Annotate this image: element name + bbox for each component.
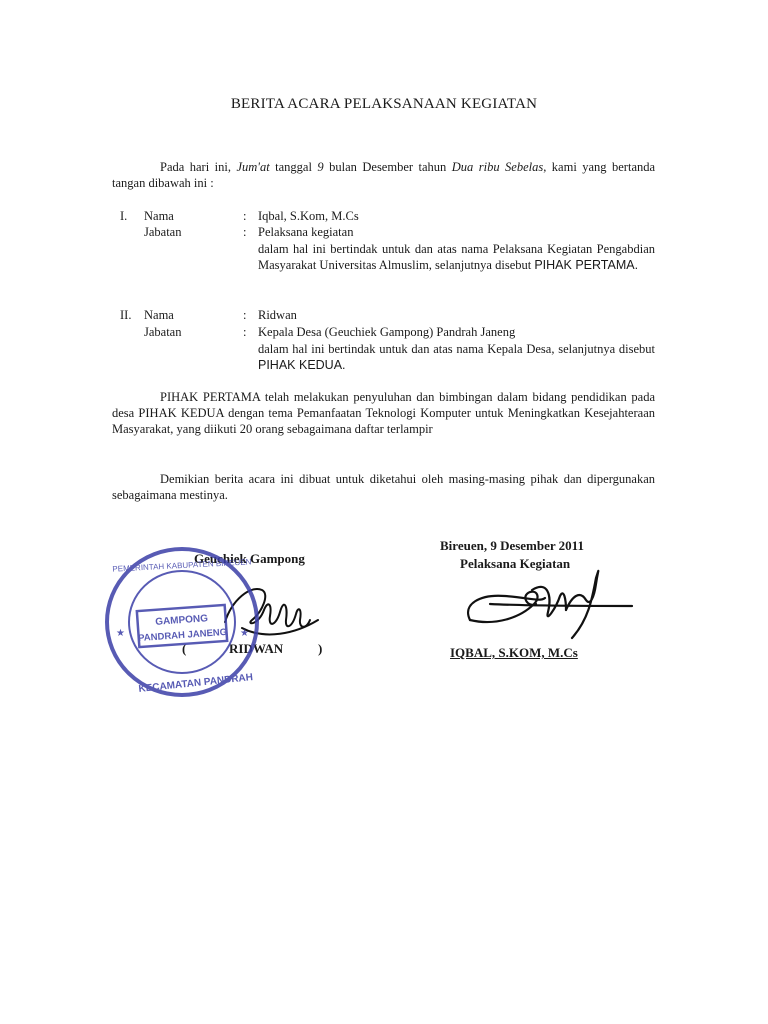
party2-description <box>258 341 655 373</box>
party2-name-value: Ridwan <box>258 308 297 322</box>
party1-name-value: Iqbal, S.Kom, M.Cs <box>258 209 359 223</box>
party2-description-text: dalam hal ini bertindak untuk dan atas nama Kepala Desa, selanjutnya disebut <box>258 342 655 356</box>
party1-name-label: Nama <box>144 209 174 223</box>
intro-text-3: bulan Desember tahun <box>329 160 447 174</box>
intro-year: Dua ribu Sebelas <box>451 160 544 174</box>
right-signature-image <box>0 0 1 1</box>
party2-designation: PIHAK KEDUA. <box>258 358 346 372</box>
left-close-paren: ) <box>318 641 323 656</box>
party2-name-row <box>112 307 655 323</box>
party1-position-row <box>112 224 655 240</box>
intro-text-1: Pada hari ini, <box>160 160 231 174</box>
stamp-center-line2: PANDRAH JANENG <box>137 626 228 645</box>
party1-number: I. <box>120 209 128 223</box>
party2-position-label: Jabatan <box>144 325 182 339</box>
stamp-lower-text: KECAMATAN PANDRAH <box>137 672 254 695</box>
left-open-paren: ( <box>182 641 187 656</box>
party2-position-row <box>112 324 655 340</box>
party2-name-colon: : <box>243 308 247 322</box>
party1-description-text: dalam hal ini bertindak untuk dan atas nama Pelaksana Kegiatan Pengabdian Masyarakat Universitas Almuslim, selanjutnya disebut <box>258 242 655 272</box>
party1-position-value: Pelaksana kegiatan <box>258 225 354 239</box>
party2-name-label: Nama <box>144 308 174 322</box>
party1-designation: PIHAK PERTAMA. <box>534 258 639 272</box>
party2-number: II. <box>120 308 132 322</box>
party1-position-label: Jabatan <box>144 225 182 239</box>
closing-paragraph: Demikian berita acara ini dibuat untuk diketahui oleh masing-masing pihak dan dipergunakan sebagaimana mestinya. <box>112 472 655 502</box>
left-signer-name: RIDWAN <box>229 641 284 656</box>
intro-text-4: , kami yang bertanda tangan dibawah ini : <box>112 160 656 190</box>
party2-position-colon: : <box>243 325 247 339</box>
stamp-center-line1: GAMPONG <box>154 613 209 628</box>
party1-description <box>258 241 655 273</box>
right-place-date: Bireuen, 9 Desember 2011 <box>440 538 584 553</box>
right-signer-role: Pelaksana Kegiatan <box>460 556 571 571</box>
document-title: BERITA ACARA PELAKSANAAN KEGIATAN <box>230 96 538 112</box>
body-paragraph: PIHAK PERTAMA telah melakukan penyuluhan dan bimbingan dalam bidang pendidikan pada desa PIHAK KEDUA dengan tema Pemanfaatan Teknologi Komputer untuk Meningkatkan Kesejahteraan Masyarakat, yang diikuti 20 orang sebagaimana daftar terlampir <box>112 390 655 436</box>
party1-position-colon: : <box>243 225 247 239</box>
party2-position-value: Kepala Desa (Geuchiek Gampong) Pandrah Janeng <box>258 325 516 339</box>
stamp-star-left-icon: ★ <box>116 628 125 639</box>
right-signer-name: IQBAL, S.KOM, M.Cs <box>450 645 578 660</box>
stamp-star-right-icon: ★ <box>240 628 249 639</box>
left-signer-role: Geuchiek Gampong <box>194 551 305 566</box>
intro-text-2: tanggal <box>275 160 312 174</box>
intro-paragraph <box>112 159 655 191</box>
party1-name-row <box>112 208 655 224</box>
stamp-outer-text: PEMERINTAH KABUPATEN BIREUEN <box>112 557 252 574</box>
party1-name-colon: : <box>243 209 247 223</box>
intro-date: 9 <box>317 160 324 174</box>
intro-day: Jum'at <box>236 160 270 174</box>
